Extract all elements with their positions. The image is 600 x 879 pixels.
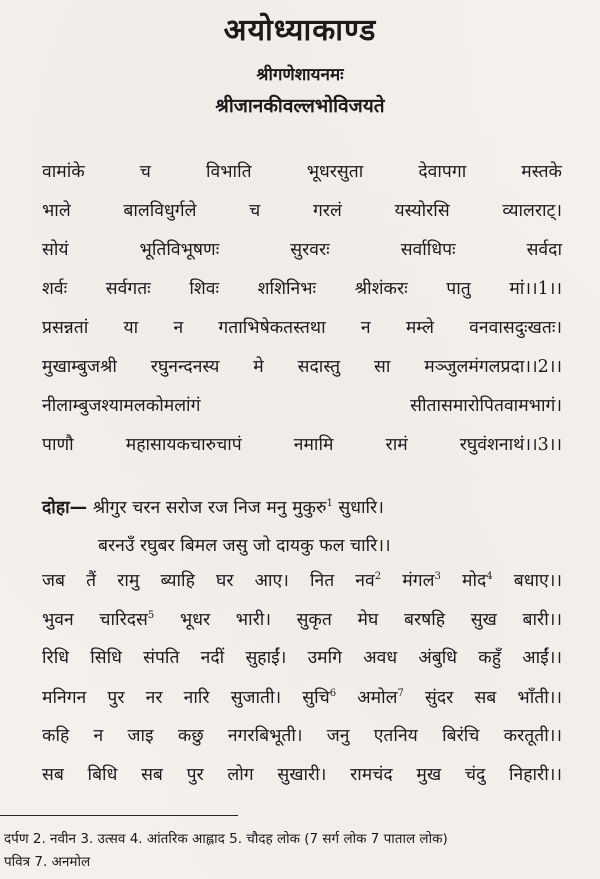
- invocation-janaki: श्रीजानकीवल्लभोविजयते: [215, 95, 385, 117]
- chaupai-text: भूधर भारी। सुकृत मेघ बरषहि सुख बारी।।: [154, 609, 563, 630]
- chaupai-line: [42, 689, 562, 707]
- doha-text: बरनउँ रघुबर बिमल जसु जो दायकु फल चारि।।: [98, 536, 391, 556]
- chaupai-text: मोद: [440, 570, 487, 591]
- chaupai-text: मंगल: [381, 570, 435, 591]
- footnote-marker: 3: [434, 571, 441, 582]
- chaupai-line: सब बिधि सब पुर लोग सुखारी। रामचंद मुख चंदु निहारी।।: [42, 765, 562, 785]
- footnote-marker: 1: [326, 498, 333, 510]
- shloka-line: भाले बालविधुर्गले च गरलं यस्योरसि व्यालराट्।: [42, 201, 562, 221]
- footnote-marker: 5: [147, 610, 155, 621]
- shloka-line: नीलाम्बुजश्यामलकोमलांगं सीतासमारोपितवामभागं।: [42, 396, 562, 416]
- footnote-marker: 7: [397, 688, 404, 699]
- doha-line-2: [98, 533, 558, 557]
- shloka-line: मुखाम्बुजश्री रघुनन्दनस्य मे सदास्तु सा मञ्जुलमंगलप्रदा।।2।।: [42, 357, 562, 377]
- chaupai-text: मनिगन पुर नर नारि सुजाती। सुचि: [42, 687, 330, 708]
- doha-text: सुधारि।: [332, 498, 384, 518]
- invocation-ganesha: श्रीगणेशायनमः: [256, 65, 344, 85]
- footnote-line-1: दर्पण 2. नवीन 3. उत्सव 4. आंतरिक आह्लाद 5. चौदह लोक (7 सर्ग लोक 7 पाताल लोक): [4, 831, 448, 847]
- shloka-line: शर्वः सर्वगतः शिवः शशिनिभः श्रीशंकरः पातु मां।।1।।: [42, 279, 562, 299]
- footnote-marker: 2: [374, 571, 382, 582]
- chaupai-line: रिधि सिधि संपति नदीं सुहाईं। उमगि अवध अंबुधि कहुँ आईं।।: [42, 648, 562, 668]
- shloka-line: पाणौ महासायकचारुचापं नमामि रामं रघुवंशनाथं।।3।।: [42, 435, 562, 455]
- doha-line-1: [42, 495, 562, 519]
- footnote-divider: [0, 815, 238, 816]
- footnote-marker: 6: [329, 688, 337, 699]
- doha-text: श्रीगुर चरन सरोज रज निज मनु मुकुरु: [92, 498, 327, 518]
- shloka-line: प्रसन्नतां या न गताभिषेकतस्तथा न मम्ले वनवासदुःखतः।: [42, 318, 562, 338]
- chaupai-text: भुवन चारिदस: [42, 609, 148, 630]
- chaupai-line: [42, 572, 562, 590]
- shloka-line: वामांके च विभाति भूधरसुता देवापगा मस्तके: [42, 162, 562, 182]
- chaupai-text: अमोल: [336, 687, 398, 708]
- chaupai-text: जब तैं रामु ब्याहि घर आए। नित नव: [42, 570, 375, 591]
- doha-label: दोहा—: [42, 498, 88, 518]
- footnote-marker: 4: [486, 571, 493, 582]
- chaupai-text: सुंदर सब भाँती।।: [403, 687, 563, 708]
- chaupai-line: कहि न जाइ कछु नगरबिभूती। जनु एतनिय बिरंचि करतूती।।: [42, 726, 562, 746]
- footnote-line-2: पवित्र 7. अनमोल: [4, 854, 91, 870]
- shloka-line: सोयं भूतिविभूषणः सुरवरः सर्वाधिपः सर्वदा: [42, 240, 562, 260]
- chapter-title: अयोध्याकाण्ड: [223, 13, 377, 48]
- chaupai-text: बधाए।।: [492, 570, 563, 591]
- chaupai-line: [42, 611, 562, 629]
